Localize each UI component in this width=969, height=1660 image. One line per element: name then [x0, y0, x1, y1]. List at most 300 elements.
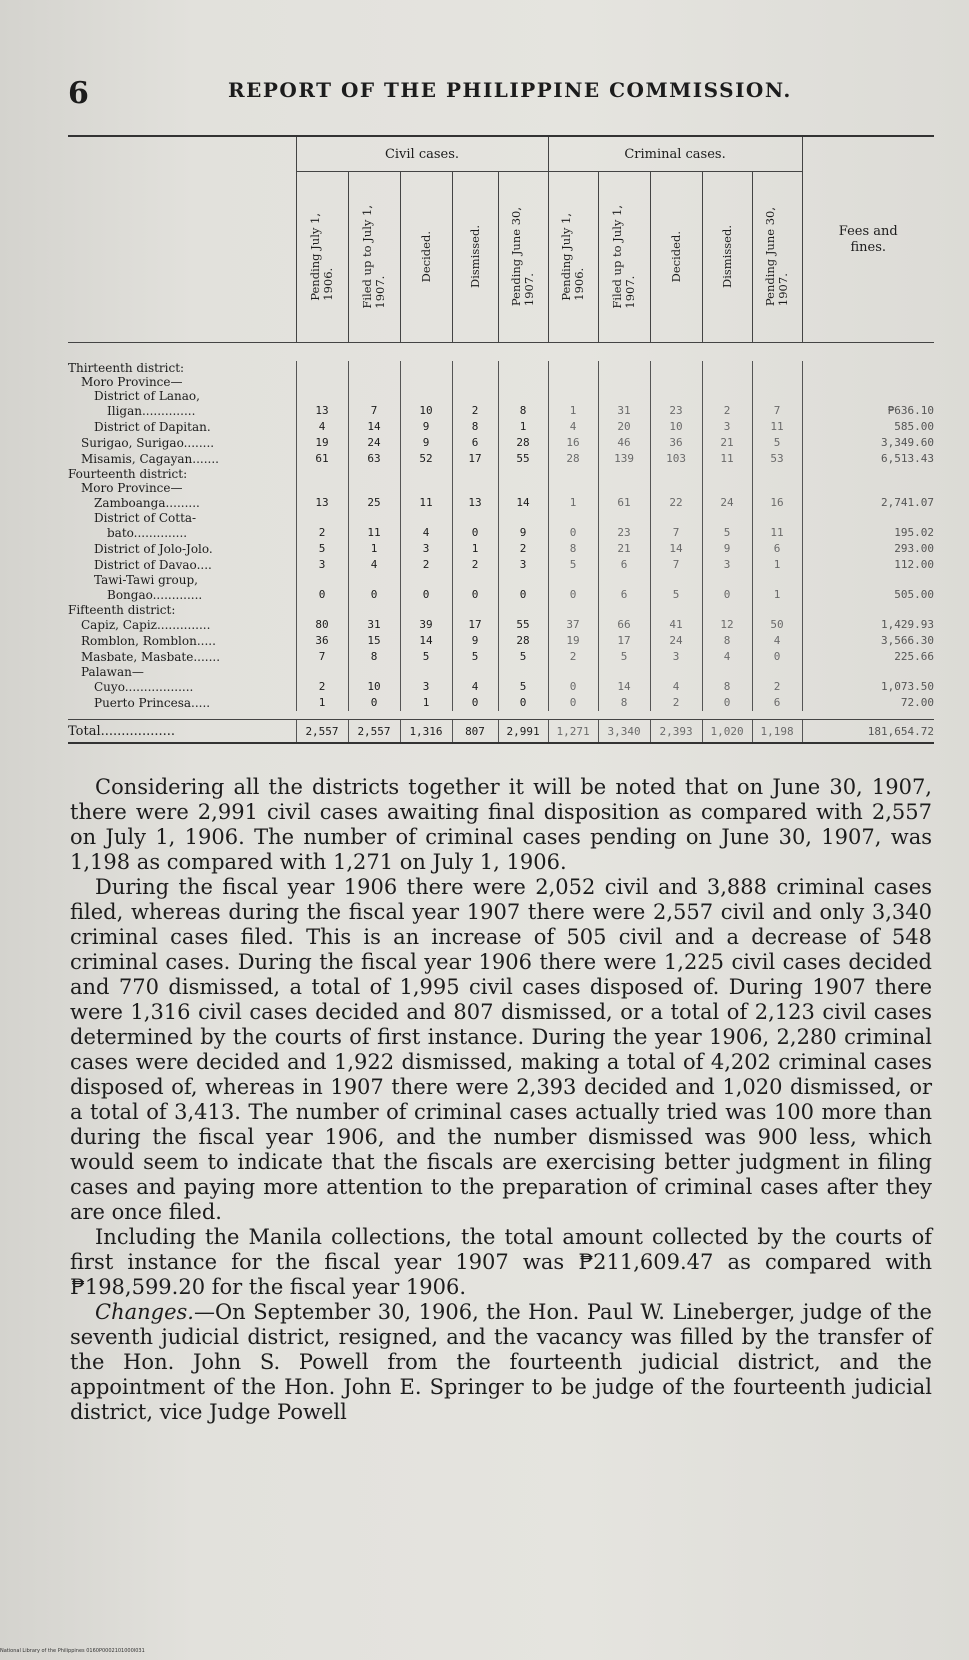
library-imprint: National Library of the Philippines 0160P0002101000I031 — [0, 1648, 145, 1654]
criminal-column-header — [752, 172, 802, 343]
criminal-value — [598, 481, 650, 495]
column-header-label: Dismissed. — [467, 225, 482, 289]
criminal-value: 3 — [702, 557, 752, 573]
criminal-value: 61 — [598, 495, 650, 511]
civil-value — [400, 375, 452, 389]
fees-value: 3,566.30 — [802, 633, 934, 649]
criminal-value: 24 — [702, 495, 752, 511]
civil-column-header — [400, 172, 452, 343]
criminal-value: 11 — [702, 451, 752, 467]
civil-value — [348, 361, 400, 375]
criminal-value — [598, 389, 650, 403]
table-row — [68, 573, 934, 587]
table-row — [68, 361, 934, 375]
paragraph: Including the Manila collections, the total amount collected by the courts of first instance for the fiscal year 1907 was ₱211,609.47 as compared with ₱198,599.20 for the fiscal year 1906. — [70, 1225, 932, 1299]
criminal-value: 5 — [650, 587, 702, 603]
civil-value: 6 — [452, 435, 498, 451]
criminal-value — [650, 375, 702, 389]
criminal-value: 21 — [702, 435, 752, 451]
table-row — [68, 389, 934, 403]
criminal-value: 6 — [598, 557, 650, 573]
criminal-value: 31 — [598, 403, 650, 419]
criminal-value: 8 — [548, 541, 598, 557]
total-label: Total.................. — [68, 720, 296, 744]
criminal-value: 5 — [548, 557, 598, 573]
criminal-value — [702, 389, 752, 403]
fees-header-label: Fees and fines. — [838, 223, 898, 255]
civil-column-header — [348, 172, 400, 343]
criminal-column-header — [548, 172, 598, 343]
row-label: bato.............. — [107, 526, 188, 540]
criminal-value: 14 — [650, 541, 702, 557]
civil-value: 24 — [348, 435, 400, 451]
civil-value: 9 — [400, 435, 452, 451]
cases-table — [68, 135, 934, 744]
criminal-value: 10 — [650, 419, 702, 435]
criminal-value — [650, 361, 702, 375]
civil-value: 25 — [348, 495, 400, 511]
table-row — [68, 603, 934, 617]
civil-value: 2 — [296, 525, 348, 541]
paragraph: During the fiscal year 1906 there were 2,052 civil and 3,888 criminal cases filed, whereas during the fiscal year 1907 there were 2,557 civil and only 3,340 criminal cases filed. This is an increase of 505 civil and a decrease of 548 criminal cases. During the fiscal year 1906 there were 1,225 civil cases decided and 770 dismissed, a total of 1,995 civil cases disposed of. During 1907 there were 1,316 civil cases decided and 807 dismissed, or a total of 2,123 civil cases determined by the courts of first instance. During the year 1906, 2,280 criminal cases were decided and 1,922 dismissed, making a total of 4,202 criminal cases disposed of, whereas in 1907 there were 2,393 decided and 1,020 dismissed, or a total of 3,413. The number of criminal cases actually tried was 100 more than during the fiscal year 1906, and the number dismissed was 900 less, which would seem to indicate that the fiscals are exercising better judgment in filing cases and paying more attention to the preparation of criminal cases after they are once filed. — [70, 875, 932, 1224]
civil-value — [452, 389, 498, 403]
civil-value: 9 — [400, 419, 452, 435]
civil-value: 80 — [296, 617, 348, 633]
civil-value: 11 — [400, 495, 452, 511]
civil-value: 0 — [400, 587, 452, 603]
criminal-value: 2 — [650, 695, 702, 711]
table-row — [68, 375, 934, 389]
row-label: Fourteenth district: — [68, 467, 188, 481]
criminal-value: 1,198 — [752, 720, 802, 744]
civil-value — [498, 467, 548, 481]
table-row — [68, 435, 934, 451]
table-row — [68, 481, 934, 495]
civil-value: 1 — [498, 419, 548, 435]
fees-header — [802, 136, 934, 343]
civil-value: 0 — [296, 587, 348, 603]
criminal-value — [752, 511, 802, 525]
civil-value: 14 — [348, 419, 400, 435]
civil-value — [348, 481, 400, 495]
civil-value — [452, 603, 498, 617]
criminal-value: 0 — [752, 649, 802, 665]
criminal-value: 36 — [650, 435, 702, 451]
criminal-value — [650, 665, 702, 679]
row-label: District of Jolo-Jolo. — [94, 542, 213, 556]
civil-value — [296, 603, 348, 617]
civil-value: 28 — [498, 435, 548, 451]
civil-value: 4 — [348, 557, 400, 573]
civil-value: 1,316 — [400, 720, 452, 744]
civil-value: 0 — [452, 695, 498, 711]
civil-value: 4 — [400, 525, 452, 541]
criminal-value — [650, 511, 702, 525]
criminal-value: 16 — [752, 495, 802, 511]
civil-value — [400, 481, 452, 495]
criminal-value: 6 — [752, 541, 802, 557]
criminal-value: 23 — [650, 403, 702, 419]
criminal-value — [598, 511, 650, 525]
civil-value: 9 — [498, 525, 548, 541]
criminal-value: 0 — [548, 525, 598, 541]
column-header-label: Dismissed. — [719, 225, 734, 289]
civil-value: 61 — [296, 451, 348, 467]
row-label: Zamboanga......... — [94, 496, 200, 510]
criminal-value: 1 — [548, 403, 598, 419]
criminal-value — [650, 481, 702, 495]
criminal-value: 24 — [650, 633, 702, 649]
fees-value — [802, 603, 934, 617]
civil-value: 0 — [348, 695, 400, 711]
criminal-value — [702, 665, 752, 679]
criminal-value — [548, 573, 598, 587]
civil-value: 1 — [400, 695, 452, 711]
criminal-value: 16 — [548, 435, 598, 451]
civil-value — [452, 467, 498, 481]
criminal-value: 21 — [598, 541, 650, 557]
civil-value: 28 — [498, 633, 548, 649]
criminal-value — [650, 467, 702, 481]
criminal-value: 3 — [650, 649, 702, 665]
criminal-value: 7 — [650, 525, 702, 541]
civil-value — [348, 389, 400, 403]
civil-value: 2 — [452, 403, 498, 419]
criminal-value: 1 — [752, 587, 802, 603]
civil-value — [296, 361, 348, 375]
fees-value: 112.00 — [802, 557, 934, 573]
column-header-label: Filed up to July 1, 1907. — [610, 205, 638, 309]
civil-value: 5 — [296, 541, 348, 557]
table-row — [68, 525, 934, 541]
column-header-label: Decided. — [668, 231, 683, 283]
criminal-value: 66 — [598, 617, 650, 633]
civil-value: 8 — [498, 403, 548, 419]
civil-value — [498, 603, 548, 617]
fees-value — [802, 389, 934, 403]
criminal-value — [752, 481, 802, 495]
civil-value: 0 — [348, 587, 400, 603]
civil-value — [498, 665, 548, 679]
fees-value — [802, 665, 934, 679]
table-row — [68, 451, 934, 467]
table-row — [68, 511, 934, 525]
fees-value: 72.00 — [802, 695, 934, 711]
page-header — [68, 76, 908, 116]
criminal-value: 0 — [548, 587, 598, 603]
criminal-value — [598, 573, 650, 587]
row-label: District of Lanao, — [94, 389, 200, 403]
civil-value: 2,557 — [296, 720, 348, 744]
fees-value: 6,513.43 — [802, 451, 934, 467]
civil-value: 1 — [348, 541, 400, 557]
civil-value: 2,557 — [348, 720, 400, 744]
criminal-value — [598, 467, 650, 481]
criminal-value — [548, 511, 598, 525]
civil-value: 17 — [452, 451, 498, 467]
criminal-value: 2,393 — [650, 720, 702, 744]
civil-value — [452, 573, 498, 587]
civil-value: 2,991 — [498, 720, 548, 744]
civil-value — [452, 361, 498, 375]
criminal-value: 23 — [598, 525, 650, 541]
changes-heading: Changes. — [95, 1300, 194, 1324]
criminal-value: 0 — [702, 587, 752, 603]
civil-value: 63 — [348, 451, 400, 467]
fees-value — [802, 361, 934, 375]
criminal-value: 3 — [702, 419, 752, 435]
criminal-value: 8 — [598, 695, 650, 711]
civil-value — [348, 375, 400, 389]
criminal-value: 41 — [650, 617, 702, 633]
criminal-value: 8 — [702, 679, 752, 695]
fees-value: 293.00 — [802, 541, 934, 557]
criminal-value — [752, 389, 802, 403]
civil-value: 7 — [296, 649, 348, 665]
civil-value — [400, 389, 452, 403]
column-header-label: Decided. — [418, 231, 433, 283]
criminal-value — [598, 665, 650, 679]
civil-value — [296, 665, 348, 679]
fees-value: 225.66 — [802, 649, 934, 665]
criminal-value — [702, 511, 752, 525]
civil-value — [498, 481, 548, 495]
criminal-value — [650, 603, 702, 617]
civil-value — [348, 573, 400, 587]
civil-value: 2 — [296, 679, 348, 695]
spacer-row — [68, 711, 934, 720]
civil-value: 2 — [498, 541, 548, 557]
criminal-column-header — [702, 172, 752, 343]
civil-value: 4 — [452, 679, 498, 695]
civil-column-header — [296, 172, 348, 343]
civil-value: 55 — [498, 617, 548, 633]
civil-value — [348, 511, 400, 525]
civil-value: 13 — [452, 495, 498, 511]
criminal-cases-header: Criminal cases. — [548, 136, 802, 172]
fees-value: 195.02 — [802, 525, 934, 541]
criminal-value: 46 — [598, 435, 650, 451]
criminal-value: 28 — [548, 451, 598, 467]
criminal-value — [702, 375, 752, 389]
criminal-value: 9 — [702, 541, 752, 557]
table-row — [68, 403, 934, 419]
criminal-value: 17 — [598, 633, 650, 649]
civil-value: 52 — [400, 451, 452, 467]
civil-value — [348, 467, 400, 481]
row-label: Misamis, Cagayan....... — [81, 452, 219, 466]
criminal-value: 20 — [598, 419, 650, 435]
civil-value: 0 — [498, 695, 548, 711]
criminal-value: 0 — [548, 679, 598, 695]
criminal-value — [548, 603, 598, 617]
criminal-value: 2 — [548, 649, 598, 665]
body-text — [70, 775, 932, 1425]
row-label: Moro Province— — [81, 375, 183, 389]
criminal-value — [702, 573, 752, 587]
civil-value: 4 — [296, 419, 348, 435]
criminal-value — [752, 467, 802, 481]
row-label: District of Dapitan. — [94, 420, 211, 434]
criminal-value — [702, 361, 752, 375]
civil-value — [452, 665, 498, 679]
civil-value: 0 — [452, 587, 498, 603]
page-number: 6 — [68, 76, 89, 111]
criminal-value: 8 — [702, 633, 752, 649]
table-row — [68, 679, 934, 695]
table-row — [68, 695, 934, 711]
table-row — [68, 557, 934, 573]
criminal-value: 4 — [650, 679, 702, 695]
table-row — [68, 665, 934, 679]
civil-value: 2 — [400, 557, 452, 573]
column-header-label: Filed up to July 1, 1907. — [360, 205, 387, 309]
changes-paragraph — [70, 1300, 932, 1425]
criminal-value — [702, 467, 752, 481]
civil-value: 807 — [452, 720, 498, 744]
civil-value: 5 — [498, 679, 548, 695]
row-label: Moro Province— — [81, 481, 183, 495]
criminal-value — [548, 481, 598, 495]
civil-value: 17 — [452, 617, 498, 633]
row-label: Cuyo.................. — [94, 680, 194, 694]
fees-value — [802, 511, 934, 525]
row-label: Thirteenth district: — [68, 361, 185, 375]
civil-value: 13 — [296, 403, 348, 419]
civil-value: 14 — [498, 495, 548, 511]
row-label: Iligan.............. — [107, 404, 196, 418]
civil-value — [498, 389, 548, 403]
civil-value — [452, 511, 498, 525]
civil-value: 31 — [348, 617, 400, 633]
civil-value: 3 — [498, 557, 548, 573]
paragraph: Considering all the districts together it will be noted that on June 30, 1907, there were 2,991 civil cases awaiting final disposition as compared with 2,557 on July 1, 1906. The number of criminal cases pending on June 30, 1907, was 1,198 as compared with 1,271 on July 1, 1906. — [70, 775, 932, 874]
criminal-value — [548, 375, 598, 389]
table-row — [68, 649, 934, 665]
criminal-value: 4 — [752, 633, 802, 649]
criminal-value — [650, 389, 702, 403]
civil-value — [296, 573, 348, 587]
criminal-value: 11 — [752, 525, 802, 541]
criminal-value: 1,271 — [548, 720, 598, 744]
criminal-value — [548, 389, 598, 403]
criminal-value: 4 — [702, 649, 752, 665]
criminal-value: 11 — [752, 419, 802, 435]
civil-value: 19 — [296, 435, 348, 451]
criminal-value: 0 — [702, 695, 752, 711]
criminal-value — [598, 375, 650, 389]
criminal-value — [752, 361, 802, 375]
row-label: District of Davao.... — [94, 558, 212, 572]
fees-value — [802, 467, 934, 481]
civil-cases-header: Civil cases. — [296, 136, 548, 172]
civil-value: 10 — [400, 403, 452, 419]
civil-value — [452, 481, 498, 495]
fees-value — [802, 481, 934, 495]
criminal-value — [548, 665, 598, 679]
criminal-value: 2 — [702, 403, 752, 419]
civil-value — [498, 361, 548, 375]
criminal-value: 2 — [752, 679, 802, 695]
criminal-value: 1 — [752, 557, 802, 573]
changes-text: —On September 30, 1906, the Hon. Paul W. Lineberger, judge of the seventh judicial district, resigned, and the vacancy was filled by the transfer of the Hon. John S. Powell from the fourteenth judicial district, and the appointment of the Hon. John E. Springer to be judge of the fourteenth judicial district, vice Judge Powell — [70, 1300, 932, 1424]
civil-value — [498, 511, 548, 525]
criminal-value: 5 — [598, 649, 650, 665]
criminal-value — [650, 573, 702, 587]
total-fees: 181,654.72 — [802, 720, 934, 744]
fees-value: 2,741.07 — [802, 495, 934, 511]
row-label: Romblon, Romblon..... — [81, 634, 216, 648]
row-label: Tawi-Tawi group, — [94, 573, 198, 587]
civil-column-header — [498, 172, 548, 343]
civil-value: 0 — [498, 587, 548, 603]
criminal-value — [702, 481, 752, 495]
fees-value: 1,429.93 — [802, 617, 934, 633]
civil-value: 5 — [400, 649, 452, 665]
criminal-value: 6 — [752, 695, 802, 711]
row-label: Palawan— — [81, 665, 144, 679]
table-row — [68, 467, 934, 481]
total-row — [68, 720, 934, 744]
civil-value — [400, 665, 452, 679]
column-header-label: Pending July 1, 1906. — [308, 213, 335, 301]
criminal-value: 22 — [650, 495, 702, 511]
civil-value: 1 — [296, 695, 348, 711]
row-label: Masbate, Masbate....... — [81, 650, 221, 664]
civil-value — [400, 361, 452, 375]
criminal-value: 0 — [548, 695, 598, 711]
criminal-value: 7 — [650, 557, 702, 573]
civil-value — [400, 511, 452, 525]
civil-value: 7 — [348, 403, 400, 419]
row-label: District of Cotta- — [94, 511, 197, 525]
civil-value: 11 — [348, 525, 400, 541]
column-header-label: Pending June 30, 1907. — [509, 207, 537, 307]
criminal-value: 12 — [702, 617, 752, 633]
row-label: Surigao, Surigao........ — [81, 436, 215, 450]
civil-value: 13 — [296, 495, 348, 511]
criminal-value — [752, 573, 802, 587]
civil-value: 8 — [348, 649, 400, 665]
criminal-value — [598, 603, 650, 617]
civil-value — [498, 375, 548, 389]
criminal-value — [702, 603, 752, 617]
table-row — [68, 617, 934, 633]
civil-value — [296, 389, 348, 403]
civil-value: 3 — [400, 679, 452, 695]
spacer-row — [68, 343, 934, 362]
running-title: REPORT OF THE PHILIPPINE COMMISSION. — [228, 78, 792, 102]
criminal-value — [752, 665, 802, 679]
civil-value: 39 — [400, 617, 452, 633]
civil-value: 36 — [296, 633, 348, 649]
stub-header — [68, 136, 296, 343]
civil-value: 10 — [348, 679, 400, 695]
civil-value: 0 — [452, 525, 498, 541]
fees-value: 585.00 — [802, 419, 934, 435]
civil-value: 55 — [498, 451, 548, 467]
fees-value: ₱636.10 — [802, 403, 934, 419]
civil-value: 1 — [452, 541, 498, 557]
criminal-value — [548, 361, 598, 375]
civil-value: 5 — [498, 649, 548, 665]
fees-value: 3,349.60 — [802, 435, 934, 451]
fees-value — [802, 375, 934, 389]
civil-value — [296, 467, 348, 481]
criminal-value: 19 — [548, 633, 598, 649]
civil-value — [348, 603, 400, 617]
table-row — [68, 633, 934, 649]
